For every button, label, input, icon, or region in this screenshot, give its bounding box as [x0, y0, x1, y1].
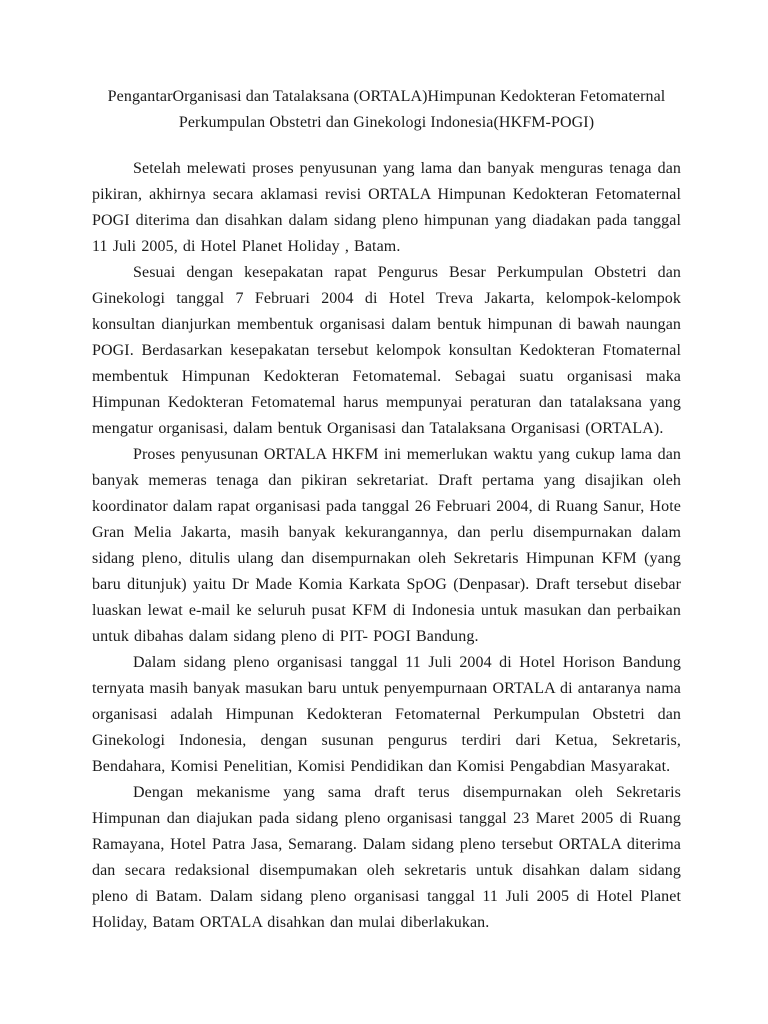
document-title-line-2: Perkumpulan Obstetri dan Ginekologi Indonesia(HKFM-POGI): [178, 114, 595, 131]
paragraph-4: Dalam sidang pleno organisasi tanggal 11 Juli 2004 di Hotel Horison Bandung ternyata masih banyak masukan baru untuk penyempurnaan ORTALA di antaranya nama organisasi adalah Himpunan Kedokteran Fetomaternal Perkumpulan Obstetri dan Ginekologi Indonesia, dengan susunan pengurus terdiri dari Ketua, Sekretaris, Bendahara, Komisi Penelitian, Komisi Pendidikan dan Komisi Pengabdian Masyarakat.: [92, 654, 681, 775]
document-body: [92, 156, 681, 936]
paragraph-2: Sesuai dengan kesepakatan rapat Pengurus Besar Perkumpulan Obstetri dan Ginekologi tanggal 7 Februari 2004 di Hotel Treva Jakarta, kelompok-kelompok konsultan dianjurkan membentuk organisasi dalam bentuk himpunan di bawah naungan POGI. Berdasarkan kesepakatan tersebut kelompok konsultan Kedokteran Ftomaternal membentuk Himpunan Kedokteran Fetomatemal. Sebagai suatu organisasi maka Himpunan Kedokteran Fetomatemal harus mempunyai peraturan dan tatalaksana yang mengatur organisasi, dalam bentuk Organisasi dan Tatalaksana Organisasi (ORTALA).: [92, 264, 681, 437]
paragraph-3: Proses penyusunan ORTALA HKFM ini memerlukan waktu yang cukup lama dan banyak memeras tenaga dan pikiran sekretariat. Draft pertama yang disajikan oleh koordinator dalam rapat organisasi pada tanggal 26 Februari 2004, di Ruang Sanur, Hote Gran Melia Jakarta, masih banyak kekurangannya, dan perlu disempurnakan dalam sidang pleno, ditulis ulang dan disempurnakan oleh Sekretaris Himpunan KFM (yang baru ditunjuk) yaitu Dr Made Komia Karkata SpOG (Denpasar). Draft tersebut disebar luaskan lewat e-mail ke seluruh pusat KFM di Indonesia untuk masukan dan perbaikan untuk dibahas dalam sidang pleno di PIT- POGI Bandung.: [92, 446, 681, 645]
paragraph-1: Setelah melewati proses penyusunan yang lama dan banyak menguras tenaga dan pikiran, akhirnya secara aklamasi revisi ORTALA Himpunan Kedokteran Fetomaternal POGI diterima dan disahkan dalam sidang pleno himpunan yang diadakan pada tanggal 11 Juli 2005, di Hotel Planet Holiday , Batam.: [92, 160, 681, 255]
document-title: [92, 84, 681, 136]
document-title-line-1: PengantarOrganisasi dan Tatalaksana (ORTALA)Himpunan Kedokteran Fetomaternal: [107, 88, 666, 105]
paragraph-5: Dengan mekanisme yang sama draft terus disempurnakan oleh Sekretaris Himpunan dan diajukan pada sidang pleno organisasi tanggal 23 Maret 2005 di Ruang Ramayana, Hotel Patra Jasa, Semarang. Dalam sidang pleno tersebut ORTALA diterima dan secara redaksional disempumakan oleh sekretaris untuk disahkan dalam sidang pleno di Batam. Dalam sidang pleno organisasi tanggal 11 Juli 2005 di Hotel Planet Holiday, Batam ORTALA disahkan dan mulai diberlakukan.: [92, 784, 681, 931]
